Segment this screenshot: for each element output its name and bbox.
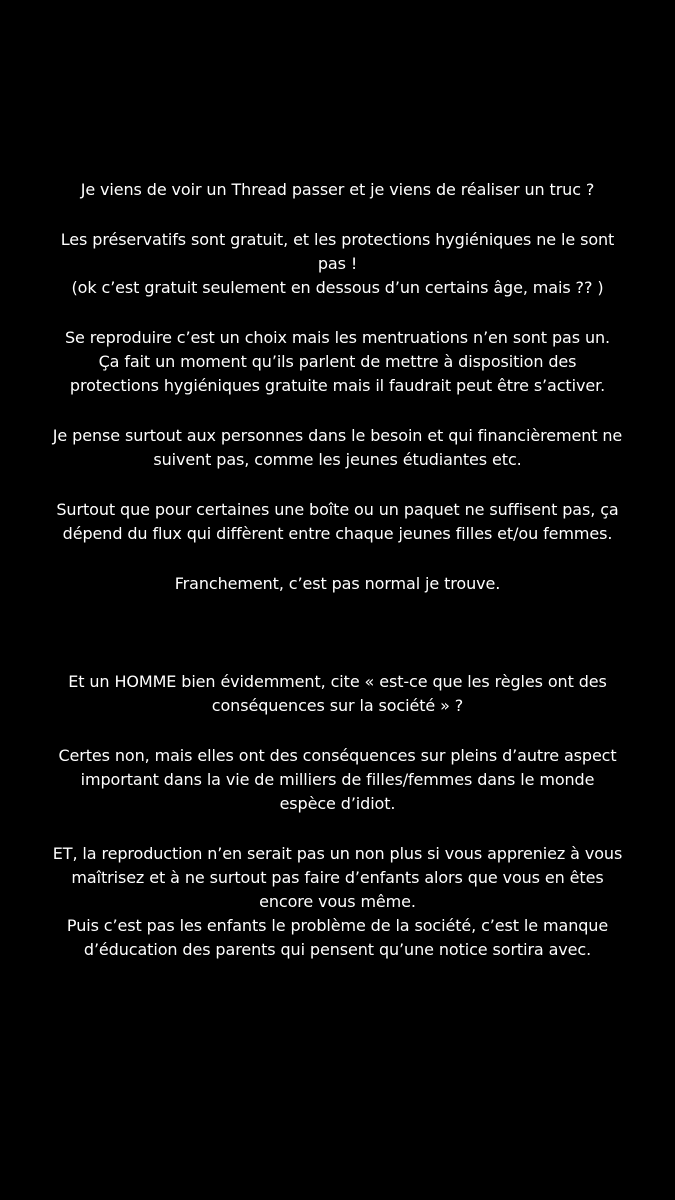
text-line: encore vous même. (259, 892, 416, 911)
text-line: dépend du flux qui diffèrent entre chaque jeunes filles et/ou femmes. (62, 524, 613, 543)
paragraph-6 (30, 572, 645, 596)
paragraph-8 (30, 744, 645, 816)
paragraph-9 (30, 842, 645, 962)
text-line: Je viens de voir un Thread passer et je viens de réaliser un truc ? (80, 180, 595, 199)
text-line: Puis c’est pas les enfants le problème de la société, c’est le manque (66, 916, 609, 935)
text-line: ET, la reproduction n’en serait pas un non plus si vous appreniez à vous (52, 844, 623, 863)
text-line: suivent pas, comme les jeunes étudiantes etc. (153, 450, 522, 469)
text-line: Surtout que pour certaines une boîte ou un paquet ne suffisent pas, ça (56, 500, 619, 519)
text-line: Je pense surtout aux personnes dans le besoin et qui financièrement ne (52, 426, 623, 445)
text-line: Se reproduire c’est un choix mais les mentruations n’en sont pas un. (64, 328, 611, 347)
story-text (30, 178, 645, 962)
paragraph-4 (30, 424, 645, 472)
text-line: pas ! (317, 254, 358, 273)
text-line: conséquences sur la société » ? (211, 696, 464, 715)
text-line: (ok c’est gratuit seulement en dessous d’un certains âge, mais ?? ) (71, 278, 604, 297)
text-line: maîtrisez et à ne surtout pas faire d’enfants alors que vous en êtes (71, 868, 604, 887)
paragraph-1 (30, 178, 645, 202)
paragraph-5 (30, 498, 645, 546)
paragraph-2 (30, 228, 645, 300)
text-line: protections hygiéniques gratuite mais il faudrait peut être s’activer. (69, 376, 606, 395)
text-line: important dans la vie de milliers de filles/femmes dans le monde (80, 770, 595, 789)
text-line: d’éducation des parents qui pensent qu’une notice sortira avec. (83, 940, 592, 959)
text-line: Certes non, mais elles ont des conséquences sur pleins d’autre aspect (58, 746, 617, 765)
text-line: Et un HOMME bien évidemment, cite « est-ce que les règles ont des (68, 672, 607, 691)
text-line: Les préservatifs sont gratuit, et les protections hygiéniques ne le sont (60, 230, 615, 249)
paragraph-3 (30, 326, 645, 398)
text-line: Ça fait un moment qu’ils parlent de mettre à disposition des (98, 352, 577, 371)
text-line: Franchement, c’est pas normal je trouve. (174, 574, 501, 593)
paragraph-7 (30, 670, 645, 718)
text-line: espèce d’idiot. (279, 794, 396, 813)
